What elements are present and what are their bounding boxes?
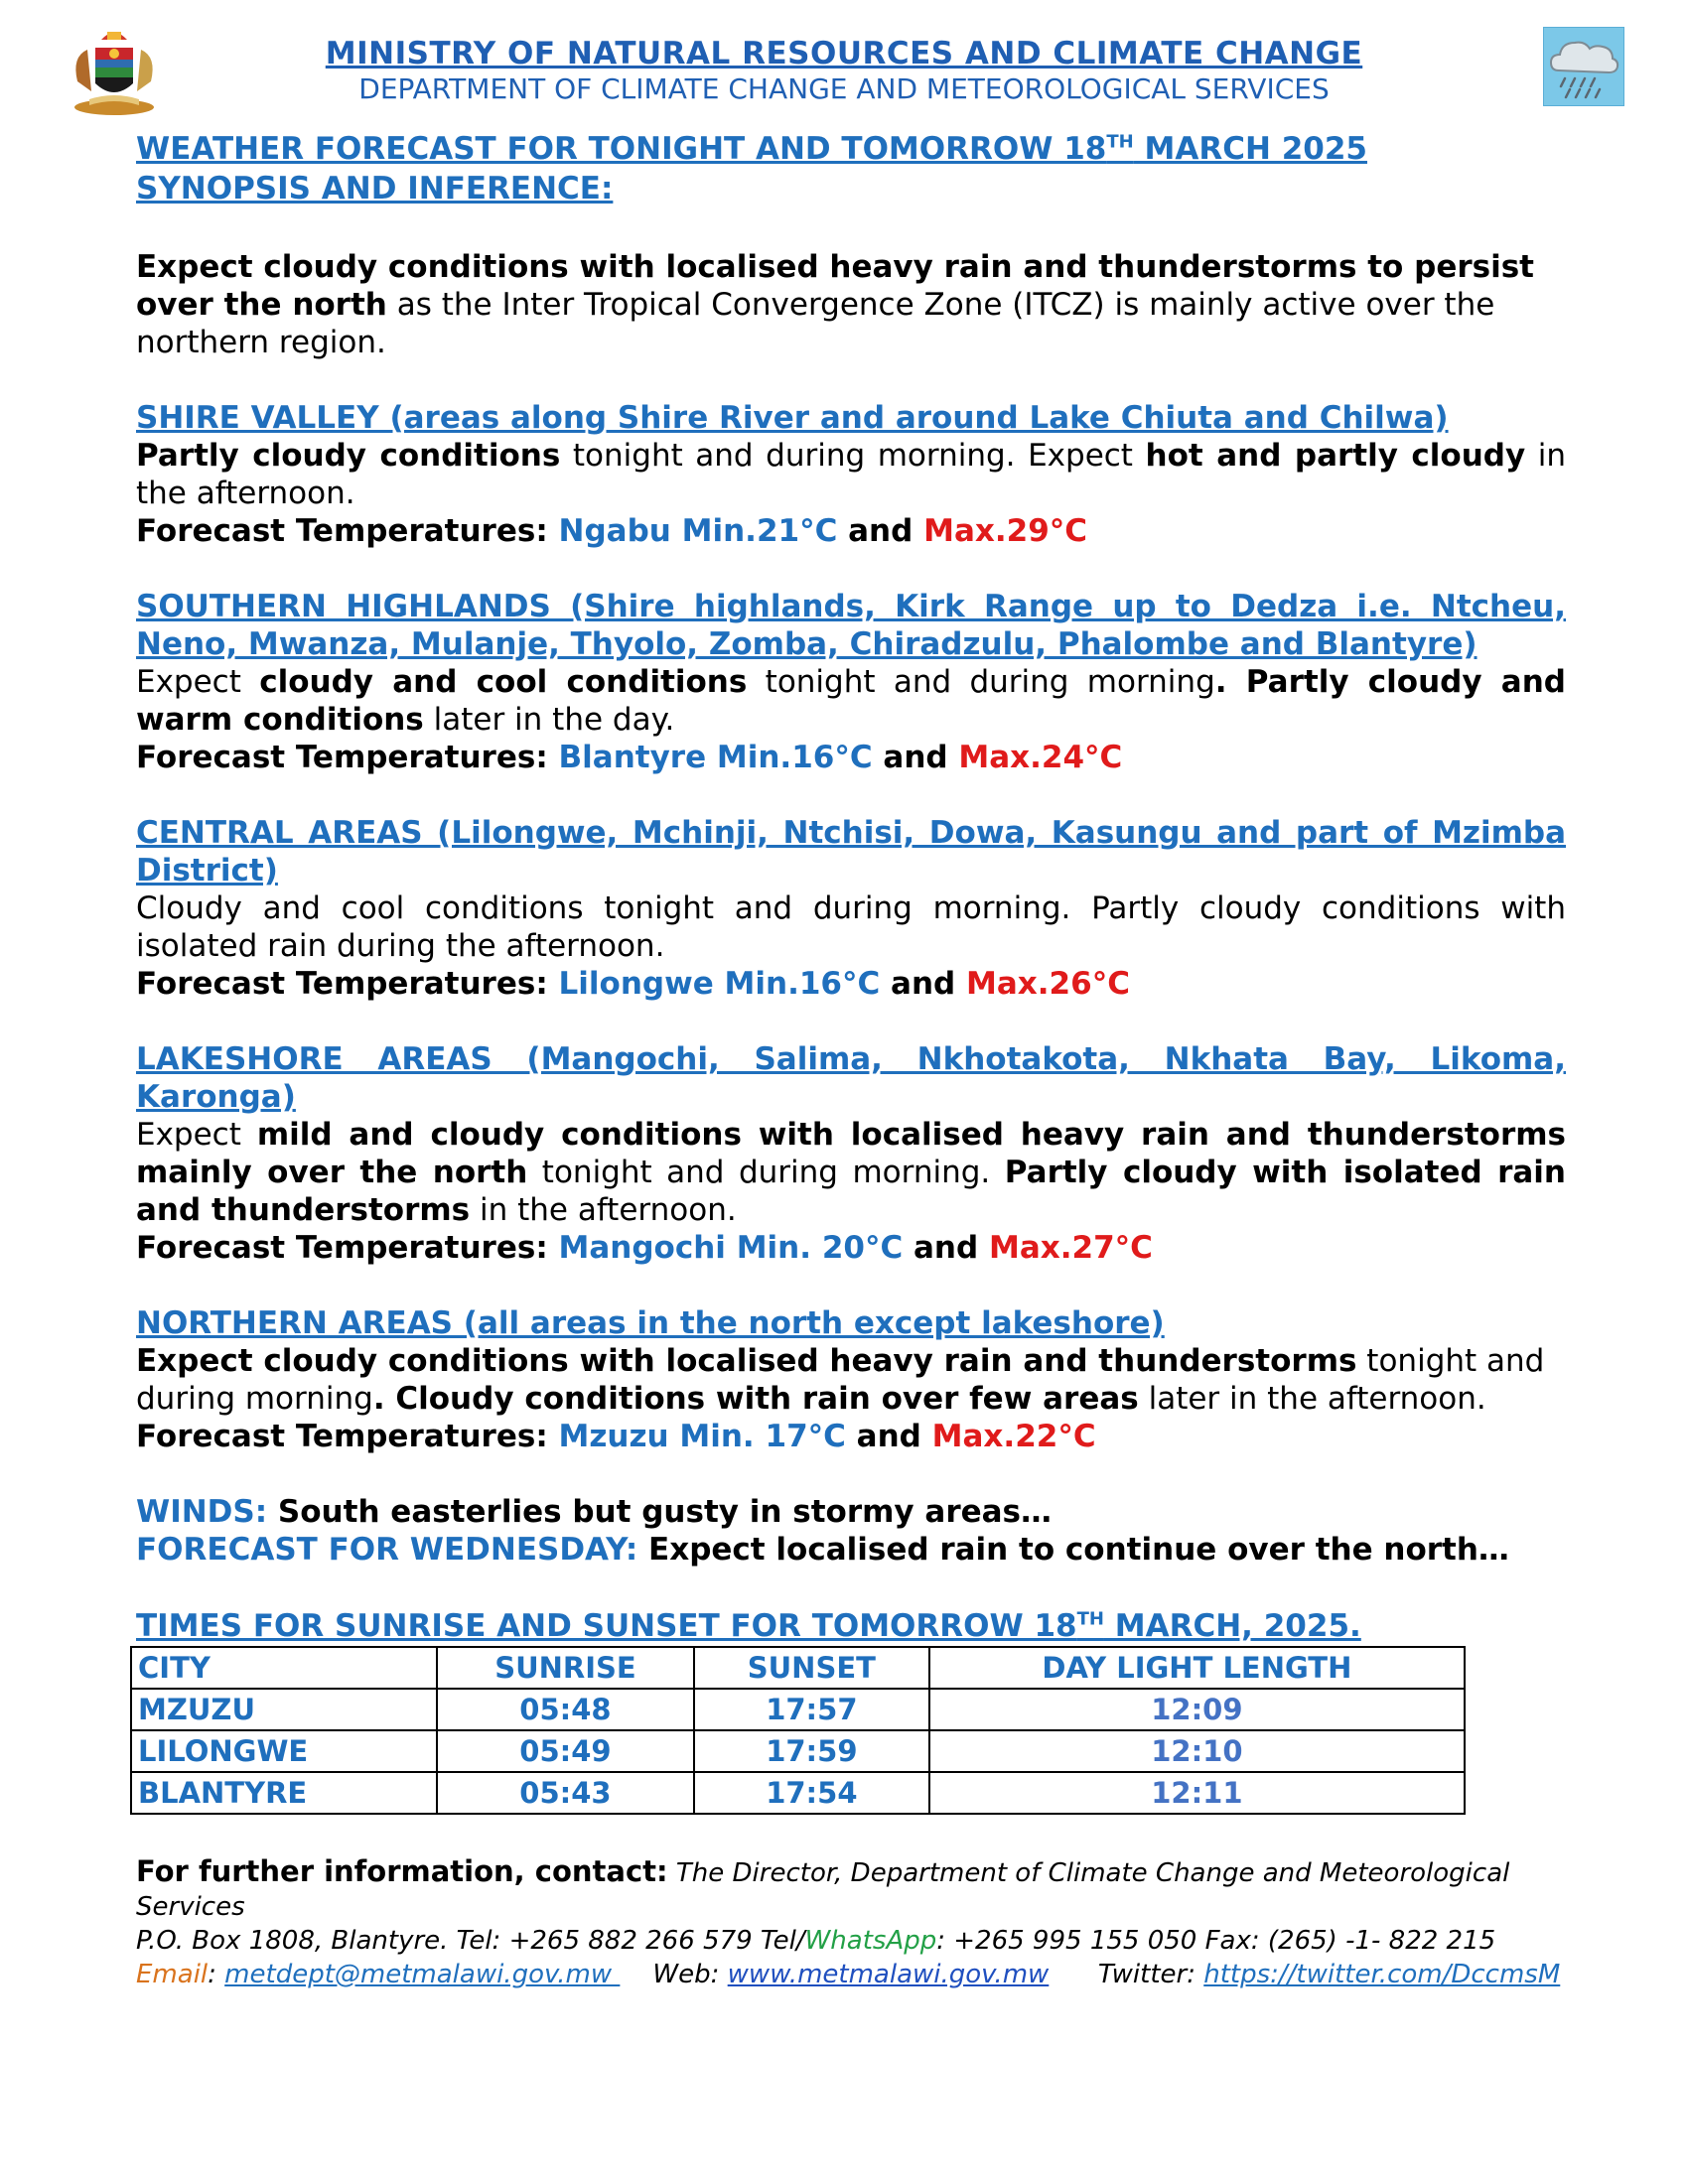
website-link[interactable]: www.metmalawi.gov.mw	[727, 1960, 1050, 1989]
northern-areas-text: Expect cloudy conditions with localised heavy rain and thunderstorms tonight and during morning. Cloudy conditions with rain over few areas later in the afternoon.	[136, 1343, 1545, 1417]
department-title: DEPARTMENT OF CLIMATE CHANGE AND METEOROLOGICAL SERVICES	[358, 72, 1330, 105]
central-areas-temperatures: Forecast Temperatures: Lilongwe Min.16°C and Max.26°C	[136, 966, 1130, 1002]
sunrise-cell: 05:48	[437, 1689, 694, 1730]
forecast-title: WEATHER FORECAST FOR TONIGHT AND TOMORROW 18TH MARCH 2025	[136, 131, 1367, 167]
central-areas-text: Cloudy and cool conditions tonight and during morning. Partly cloudy conditions with isolated rain during the afternoon.	[136, 890, 1566, 964]
southern-highlands-text: Expect cloudy and cool conditions tonight and during morning. Partly cloudy and warm conditions later in the day.	[136, 664, 1566, 738]
city-cell: MZUZU	[131, 1689, 437, 1730]
southern-highlands-temperatures: Forecast Temperatures: Blantyre Min.16°C and Max.24°C	[136, 740, 1123, 775]
table-header-row	[131, 1647, 1465, 1689]
winds-line: WINDS: South easterlies but gusty in stormy areas…	[136, 1494, 1053, 1530]
synopsis-heading: SYNOPSIS AND INFERENCE:	[136, 171, 614, 206]
contact-line-3: Email: metdept@metmalawi.gov.mw Web: www.metmalawi.gov.mw Twitter: https://twitter.com/DccmsM	[136, 1960, 1561, 1989]
rain-cloud-icon	[1543, 27, 1624, 106]
email-link[interactable]: metdept@metmalawi.gov.mw	[224, 1960, 621, 1989]
sunset-cell: 17:59	[694, 1730, 929, 1772]
sunrise-cell: 05:43	[437, 1772, 694, 1814]
contact-line-1: For further information, contact: The Director, Department of Climate Change and Meteorological Services	[136, 1854, 1510, 1922]
sunrise-cell: 05:49	[437, 1730, 694, 1772]
city-cell: LILONGWE	[131, 1730, 437, 1772]
central-areas-heading: CENTRAL AREAS (Lilongwe, Mchinji, Ntchisi, Dowa, Kasungu and part of Mzimba District)	[136, 815, 1566, 888]
column-header-daylight: DAY LIGHT LENGTH	[929, 1647, 1465, 1689]
table-row	[131, 1772, 1465, 1814]
synopsis-text: Expect cloudy conditions with localised heavy rain and thunderstorms to persist over the north as the Inter Tropical Convergence Zone (ITCZ) is mainly active over the northern region.	[136, 249, 1535, 360]
daylight-cell: 12:09	[929, 1689, 1465, 1730]
lakeshore-areas-text: Expect mild and cloudy conditions with localised heavy rain and thunderstorms mainly over the north tonight and during morning. Partly cloudy with isolated rain and thunderstorms in the afternoon.	[136, 1117, 1567, 1228]
column-header-city: CITY	[131, 1647, 437, 1689]
northern-areas-heading: NORTHERN AREAS (all areas in the north except lakeshore)	[136, 1305, 1165, 1341]
sun-times-title: TIMES FOR SUNRISE AND SUNSET FOR TOMORROW 18TH MARCH, 2025.	[136, 1608, 1361, 1644]
table-row	[131, 1689, 1465, 1730]
lakeshore-areas-temperatures: Forecast Temperatures: Mangochi Min. 20°C and Max.27°C	[136, 1230, 1153, 1266]
southern-highlands-heading: SOUTHERN HIGHLANDS (Shire highlands, Kirk Range up to Dedza i.e. Ntcheu, Neno, Mwanza, Mulanje, Thyolo, Zomba, Chiradzulu, Phalombe and Blantyre)	[136, 589, 1566, 662]
sun-times-table	[130, 1646, 1466, 1815]
contact-line-2: P.O. Box 1808, Blantyre. Tel: +265 882 266 579 Tel/WhatsApp: +265 995 155 050 Fax: (265) -1- 822 215	[136, 1926, 1496, 1956]
twitter-link[interactable]: https://twitter.com/DccmsM	[1203, 1960, 1561, 1989]
shire-valley-text: Partly cloudy conditions tonight and during morning. Expect hot and partly cloudy in the afternoon.	[136, 438, 1566, 511]
column-header-sunset: SUNSET	[694, 1647, 929, 1689]
contact-block	[136, 1854, 1566, 1991]
forecast-content	[136, 129, 1566, 1991]
sunset-cell: 17:57	[694, 1689, 929, 1730]
shire-valley-heading: SHIRE VALLEY (areas along Shire River and around Lake Chiuta and Chilwa)	[136, 400, 1449, 436]
table-row	[131, 1730, 1465, 1772]
city-cell: BLANTYRE	[131, 1772, 437, 1814]
daylight-cell: 12:11	[929, 1772, 1465, 1814]
column-header-sunrise: SUNRISE	[437, 1647, 694, 1689]
daylight-cell: 12:10	[929, 1730, 1465, 1772]
wednesday-forecast-line: FORECAST FOR WEDNESDAY: Expect localised rain to continue over the north…	[136, 1532, 1509, 1568]
northern-areas-temperatures: Forecast Temperatures: Mzuzu Min. 17°C and Max.22°C	[136, 1419, 1096, 1454]
ministry-title: MINISTRY OF NATURAL RESOURCES AND CLIMATE CHANGE	[325, 36, 1363, 71]
shire-valley-temperatures: Forecast Temperatures: Ngabu Min.21°C and Max.29°C	[136, 513, 1088, 549]
sunset-cell: 17:54	[694, 1772, 929, 1814]
lakeshore-areas-heading: LAKESHORE AREAS (Mangochi, Salima, Nkhotakota, Nkhata Bay, Likoma, Karonga)	[136, 1041, 1566, 1115]
